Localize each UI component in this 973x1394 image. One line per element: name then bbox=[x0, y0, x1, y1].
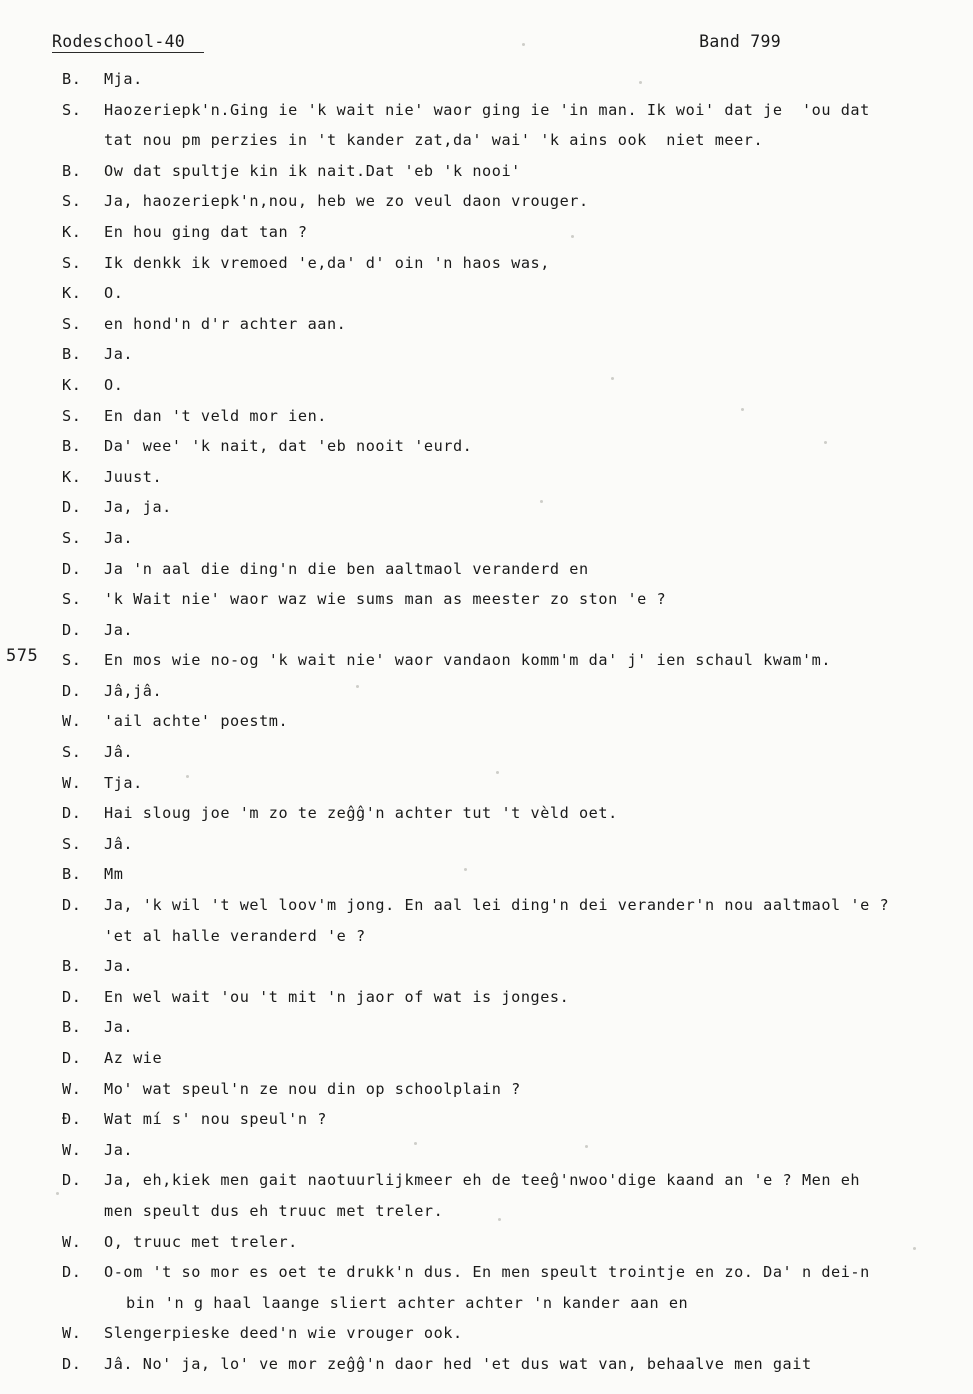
utterance-text: 'ail achte' poestm. bbox=[104, 712, 289, 731]
transcript-line bbox=[62, 278, 942, 309]
transcript-line bbox=[62, 1196, 942, 1227]
speaker-label: D. bbox=[62, 559, 82, 578]
speaker-label: S. bbox=[62, 100, 82, 119]
transcript-line bbox=[62, 859, 942, 890]
transcript-line bbox=[62, 523, 942, 554]
speaker-label: B. bbox=[62, 345, 82, 364]
transcript-line bbox=[62, 186, 942, 217]
transcript-line bbox=[62, 1349, 942, 1380]
speaker-label: S. bbox=[62, 406, 82, 425]
transcript-line bbox=[62, 706, 942, 737]
speaker-label: S. bbox=[62, 834, 82, 853]
transcript-line bbox=[62, 1318, 942, 1349]
speaker-label: D. bbox=[62, 804, 82, 823]
page-number: 575 bbox=[6, 646, 39, 666]
speaker-label: B. bbox=[62, 437, 82, 456]
transcript-line bbox=[62, 1165, 942, 1196]
speaker-label: D. bbox=[62, 620, 82, 639]
transcript-line bbox=[62, 1135, 942, 1166]
scan-speck bbox=[56, 1192, 59, 1195]
transcript-body bbox=[62, 64, 942, 1380]
utterance-text: Wat mí s' nou speul'n ? bbox=[104, 1110, 327, 1129]
transcript-line bbox=[62, 615, 942, 646]
utterance-text: Mo' wat speul'n ze nou din op schoolplain ? bbox=[104, 1079, 521, 1098]
document-id bbox=[52, 32, 204, 53]
utterance-text: Jâ. No' ja, lo' ve mor zeĝĝ'n daor hed 'et dus wat van, behaalve men gait bbox=[104, 1354, 812, 1373]
speaker-label: K. bbox=[62, 284, 82, 303]
utterance-text: Mm bbox=[104, 865, 124, 884]
utterance-text: Ja. bbox=[104, 345, 134, 364]
speaker-label: W. bbox=[62, 773, 82, 792]
utterance-text: Jâ,jâ. bbox=[104, 681, 163, 700]
transcript-line bbox=[62, 554, 942, 585]
transcript-line bbox=[62, 156, 942, 187]
speaker-label: B. bbox=[62, 161, 82, 180]
utterance-text: Ik denkk ik vremoed 'e,da' d' oin 'n haos was, bbox=[104, 253, 550, 272]
transcript-line bbox=[62, 951, 942, 982]
transcript-line bbox=[62, 1104, 942, 1135]
transcript-line bbox=[62, 401, 942, 432]
speaker-label: B. bbox=[62, 1018, 82, 1037]
transcript-line bbox=[62, 431, 942, 462]
transcript-line bbox=[62, 890, 942, 921]
utterance-text: En hou ging dat tan ? bbox=[104, 222, 308, 241]
speaker-label: B. bbox=[62, 865, 82, 884]
speaker-label: Ɖ. bbox=[62, 1110, 82, 1129]
transcript-line bbox=[62, 921, 942, 952]
utterance-text: Ja. bbox=[104, 1140, 134, 1159]
transcript-line bbox=[62, 370, 942, 401]
transcript-line bbox=[62, 125, 942, 156]
transcript-line bbox=[62, 1227, 942, 1258]
utterance-text: Mja. bbox=[104, 70, 143, 88]
utterance-text: Juust. bbox=[104, 467, 163, 486]
utterance-text: Ja, 'k wil 't wel loov'm jong. En aal lei ding'n dei verander'n nou aaltmaol 'e ? bbox=[104, 896, 890, 915]
transcript-line bbox=[62, 1074, 942, 1105]
speaker-label: S. bbox=[62, 253, 82, 272]
utterance-text: O, truuc met treler. bbox=[104, 1232, 298, 1251]
speaker-label: S. bbox=[62, 528, 82, 547]
transcript-line bbox=[62, 1012, 942, 1043]
utterance-text: Ja. bbox=[104, 957, 134, 976]
transcript-line bbox=[62, 737, 942, 768]
utterance-text: Ja. bbox=[104, 620, 134, 639]
speaker-label: S. bbox=[62, 651, 82, 670]
utterance-text: Tja. bbox=[104, 773, 143, 792]
speaker-label: D. bbox=[62, 1049, 82, 1067]
speaker-label: D. bbox=[62, 896, 82, 915]
utterance-text: 'et al halle veranderd 'e ? bbox=[104, 926, 366, 945]
transcript-line bbox=[62, 64, 942, 95]
utterance-text: En dan 't veld mor ien. bbox=[104, 406, 327, 425]
band-label: Band 799 bbox=[699, 32, 781, 51]
utterance-text: men speult dus eh truuc met treler. bbox=[104, 1201, 444, 1220]
transcript-line bbox=[62, 248, 942, 279]
transcript-line bbox=[62, 584, 942, 615]
speaker-label: B. bbox=[62, 957, 82, 976]
utterance-text: O. bbox=[104, 375, 124, 394]
transcript-line bbox=[62, 462, 942, 493]
transcript-line bbox=[62, 798, 942, 829]
utterance-text: Ja. bbox=[104, 1018, 134, 1037]
transcript-line bbox=[62, 829, 942, 860]
transcript-line bbox=[62, 217, 942, 248]
transcript-line bbox=[62, 982, 942, 1013]
transcript-line bbox=[62, 645, 942, 676]
utterance-text: O. bbox=[104, 284, 124, 303]
speaker-label: D. bbox=[62, 681, 82, 700]
speaker-label: W. bbox=[62, 712, 82, 731]
speaker-label: W. bbox=[62, 1079, 82, 1098]
utterance-text: Slengerpieske deed'n wie vrouger ook. bbox=[104, 1324, 463, 1343]
speaker-label: K. bbox=[62, 467, 82, 486]
utterance-text: Ow dat spultje kin ik nait.Dat 'eb 'k nooi' bbox=[104, 161, 521, 180]
speaker-label: D. bbox=[62, 987, 82, 1006]
document-id-text: Rodeschool-40 bbox=[52, 32, 186, 51]
utterance-text: Jâ. bbox=[104, 743, 134, 762]
transcript-line bbox=[62, 492, 942, 523]
utterance-text: Az wie bbox=[104, 1049, 163, 1067]
speaker-label: W. bbox=[62, 1324, 82, 1343]
utterance-text: bin 'n g haal laange sliert achter achter 'n kander aan en bbox=[126, 1293, 689, 1312]
utterance-text: tat nou pm perzies in 't kander zat,da' wai' 'k ains ook niet meer. bbox=[104, 131, 764, 150]
utterance-text: en hond'n d'r achter aan. bbox=[104, 314, 347, 333]
utterance-text: 'k Wait nie' waor waz wie sums man as meester zo ston 'e ? bbox=[104, 590, 667, 609]
transcript-line bbox=[62, 676, 942, 707]
utterance-text: Jâ. bbox=[104, 834, 134, 853]
transcript-line bbox=[62, 768, 942, 799]
speaker-label: D. bbox=[62, 1171, 82, 1190]
speaker-label: S. bbox=[62, 192, 82, 211]
speaker-label: D. bbox=[62, 1263, 82, 1282]
utterance-text: Ja, ja. bbox=[104, 498, 172, 517]
utterance-text: En mos wie no-og 'k wait nie' waor vandaon komm'm da' j' ien schaul kwam'm. bbox=[104, 651, 832, 670]
speaker-label: W. bbox=[62, 1140, 82, 1159]
utterance-text: Hai sloug joe 'm zo te zeĝĝ'n achter tut 't vèld oet. bbox=[104, 804, 618, 823]
utterance-text: En wel wait 'ou 't mit 'n jaor of wat is jonges. bbox=[104, 987, 570, 1006]
utterance-text: O-om 't so mor es oet te drukk'n dus. En men speult trointje en zo. Da' n dei-n bbox=[104, 1263, 870, 1282]
transcript-line bbox=[62, 309, 942, 340]
transcript-line bbox=[62, 1288, 942, 1319]
speaker-label: K. bbox=[62, 375, 82, 394]
page-header bbox=[44, 32, 929, 62]
utterance-text: Da' wee' 'k nait, dat 'eb nooit 'eurd. bbox=[104, 437, 473, 456]
transcript-line bbox=[62, 95, 942, 126]
speaker-label: B. bbox=[62, 70, 82, 88]
speaker-label: D. bbox=[62, 498, 82, 517]
speaker-label: S. bbox=[62, 743, 82, 762]
speaker-label: D. bbox=[62, 1354, 82, 1373]
document-id-underline bbox=[52, 52, 204, 53]
speaker-label: S. bbox=[62, 590, 82, 609]
utterance-text: Ja. bbox=[104, 528, 134, 547]
transcript-line bbox=[62, 1043, 942, 1074]
transcript-line bbox=[62, 339, 942, 370]
utterance-text: Ja, haozeriepk'n,nou, heb we zo veul daon vrouger. bbox=[104, 192, 589, 211]
utterance-text: Ja, eh,kiek men gait naotuurlijkmeer eh de teeĝ'nwoo'dige kaand an 'e ? Men eh bbox=[104, 1171, 861, 1190]
transcript-line bbox=[62, 1257, 942, 1288]
speaker-label: S. bbox=[62, 314, 82, 333]
utterance-text: Haozeriepk'n.Ging ie 'k wait nie' waor ging ie 'in man. Ik woi' dat je 'ou dat bbox=[104, 100, 870, 119]
speaker-label: W. bbox=[62, 1232, 82, 1251]
speaker-label: K. bbox=[62, 222, 82, 241]
utterance-text: Ja 'n aal die ding'n die ben aaltmaol veranderd en bbox=[104, 559, 589, 578]
